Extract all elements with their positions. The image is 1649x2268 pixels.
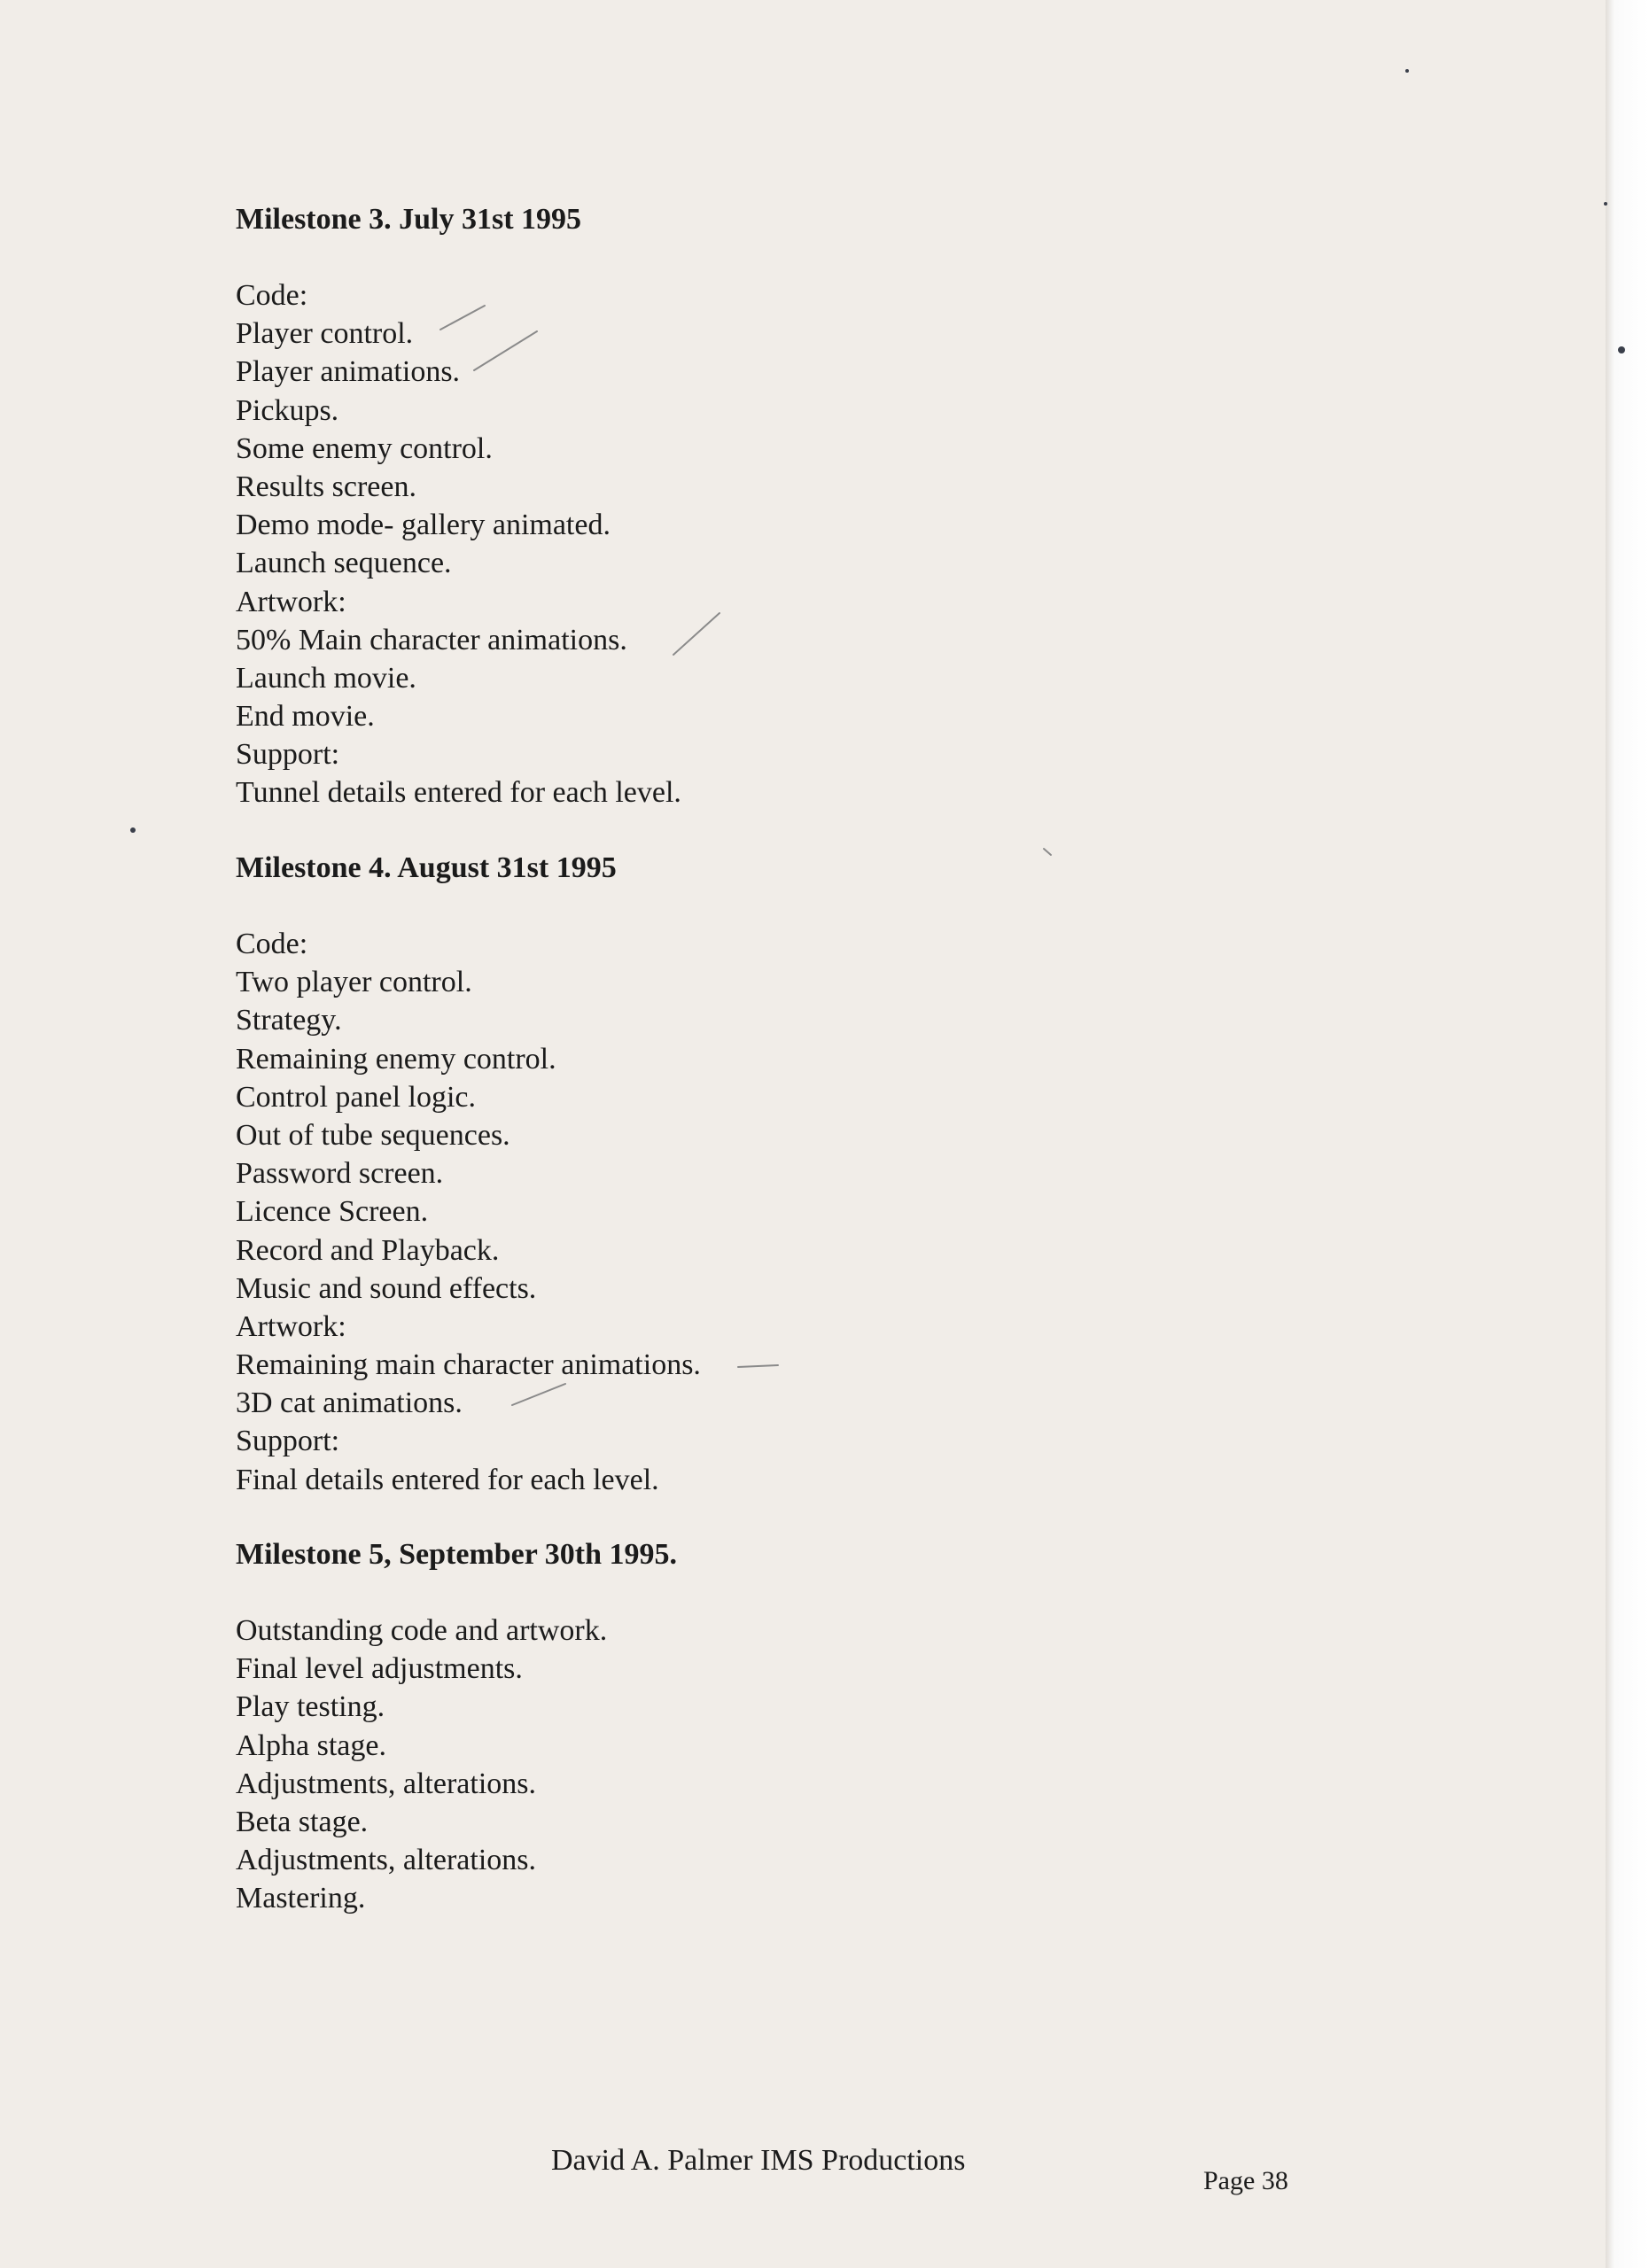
list-item: Music and sound effects. [236, 1271, 537, 1305]
list-item: Support: [236, 738, 340, 772]
list-item: Play testing. [236, 1690, 385, 1724]
list-item: Adjustments, alterations. [236, 1767, 537, 1800]
list-item: End movie. [236, 700, 375, 734]
list-item: Alpha stage. [236, 1728, 386, 1762]
list-item: Launch movie. [236, 661, 416, 695]
list-item: Code: [236, 928, 308, 960]
list-item: Adjustments, alterations. [236, 1844, 537, 1877]
list-item: Password screen. [236, 1157, 444, 1191]
list-item: Demo mode- gallery animated. [236, 509, 611, 542]
page-number: Page 38 [1203, 2166, 1288, 2195]
list-item: Strategy. [236, 1004, 342, 1037]
list-item: Artwork: [236, 585, 346, 618]
list-item: 50% Main character animations. [236, 623, 627, 656]
list-item: Two player control. [236, 966, 472, 999]
milestone-5-heading: Milestone 5, September 30th 1995. [236, 1538, 677, 1571]
list-item: Launch sequence. [236, 547, 452, 580]
list-item: Beta stage. [236, 1805, 369, 1838]
list-item: Support: [236, 1425, 340, 1458]
list-item: Remaining main character animations. [236, 1348, 701, 1382]
list-item: Final level adjustments. [236, 1652, 523, 1686]
milestone-5-list [236, 1612, 677, 1918]
list-item: Results screen. [236, 470, 416, 503]
page-edge [1606, 0, 1649, 2268]
milestone-5-section [236, 1535, 677, 1918]
list-item: Some enemy control. [236, 431, 493, 465]
milestone-4-heading: Milestone 4. August 31st 1995 [236, 851, 617, 884]
list-item: Final details entered for each level. [236, 1463, 659, 1496]
milestone-3-heading: Milestone 3. July 31st 1995 [236, 203, 582, 236]
footer-author: David A. Palmer IMS Productions [551, 2144, 966, 2177]
milestone-4-list [236, 925, 701, 1499]
milestone-4-section [236, 849, 701, 1499]
list-item: Record and Playback. [236, 1233, 500, 1267]
list-item: Outstanding code and artwork. [236, 1614, 608, 1647]
list-item: Player control. [236, 317, 414, 351]
list-item: 3D cat animations. [236, 1386, 463, 1420]
list-item: Code: [236, 279, 308, 312]
list-item: Mastering. [236, 1882, 366, 1915]
list-item: Control panel logic. [236, 1080, 477, 1114]
list-item: Remaining enemy control. [236, 1042, 556, 1076]
milestone-3-section [236, 200, 681, 812]
list-item: Out of tube sequences. [236, 1118, 510, 1152]
list-item: Player animations. [236, 355, 461, 389]
milestone-3-list [236, 276, 681, 812]
list-item: Licence Screen. [236, 1195, 429, 1229]
list-item: Tunnel details entered for each level. [236, 776, 681, 810]
list-item: Artwork: [236, 1309, 346, 1343]
list-item: Pickups. [236, 393, 339, 427]
